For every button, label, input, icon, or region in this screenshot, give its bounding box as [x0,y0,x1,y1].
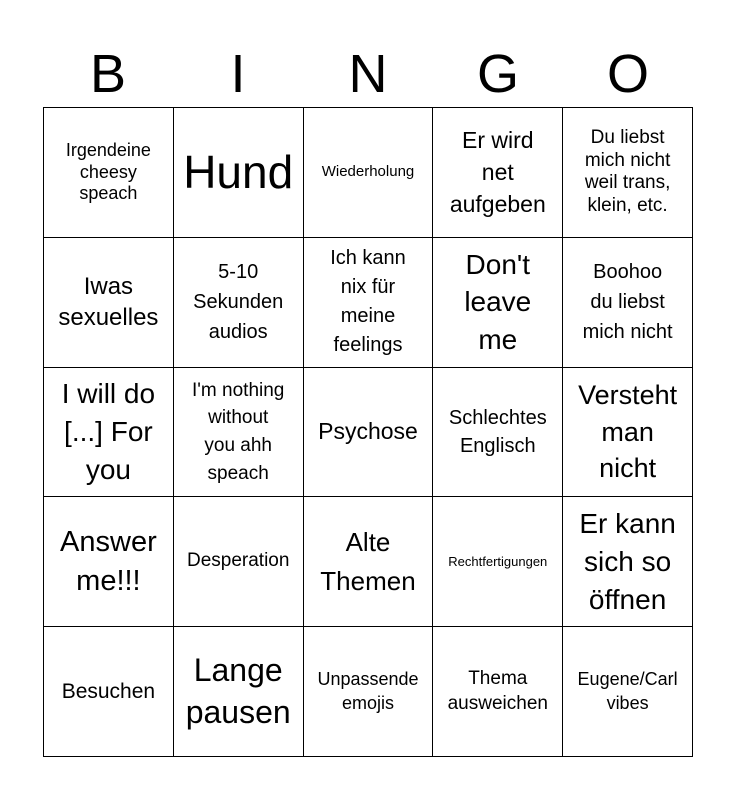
bingo-cell-r3c4[interactable]: Schlechtes Englisch [433,368,563,498]
bingo-cell-r1c1[interactable]: Irgendeine cheesy speach [44,108,174,238]
bingo-grid [43,107,693,757]
bingo-cell-r3c1[interactable]: I will do [...] For you [44,368,174,498]
bingo-cell-r1c3[interactable]: Wiederholung [304,108,434,238]
bingo-cell-r2c4[interactable]: Don't leave me [433,238,563,368]
bingo-cell-r2c1[interactable]: Iwas sexuelles [44,238,174,368]
bingo-cell-r4c3[interactable]: Alte Themen [304,497,434,627]
header-letter-i: I [230,44,246,104]
bingo-cell-r2c5[interactable]: Boohoo du liebst mich nicht [563,238,693,368]
bingo-cell-r1c2[interactable]: Hund [174,108,304,238]
bingo-cell-r4c4[interactable]: Rechtfertigungen [433,497,563,627]
bingo-cell-r3c3[interactable]: Psychose [304,368,434,498]
bingo-cell-r5c1[interactable]: Besuchen [44,627,174,757]
bingo-cell-r4c5[interactable]: Er kann sich so öffnen [563,497,693,627]
header-letter-b: B [89,44,127,104]
bingo-cell-r4c1[interactable]: Answer me!!! [44,497,174,627]
bingo-cell-r3c5[interactable]: Versteht man nicht [563,368,693,498]
bingo-header [43,40,693,108]
bingo-cell-r5c3[interactable]: Unpassende emojis [304,627,434,757]
bingo-cell-r2c3[interactable]: Ich kann nix für meine feelings [304,238,434,368]
bingo-cell-r1c4[interactable]: Er wird net aufgeben [433,108,563,238]
bingo-cell-r3c2[interactable]: I'm nothing without you ahh speach [174,368,304,498]
bingo-cell-r2c2[interactable]: 5-10 Sekunden audios [174,238,304,368]
bingo-cell-r4c2[interactable]: Desperation [174,497,304,627]
header-letter-g: G [476,44,519,104]
bingo-cell-r5c4[interactable]: Thema ausweichen [433,627,563,757]
header-letter-o: O [606,44,649,104]
bingo-cell-r5c5[interactable]: Eugene/Carl vibes [563,627,693,757]
header-letter-n: N [348,44,388,104]
bingo-cell-r5c2[interactable]: Lange pausen [174,627,304,757]
bingo-cell-r1c5[interactable]: Du liebst mich nicht weil trans, klein, etc. [563,108,693,238]
